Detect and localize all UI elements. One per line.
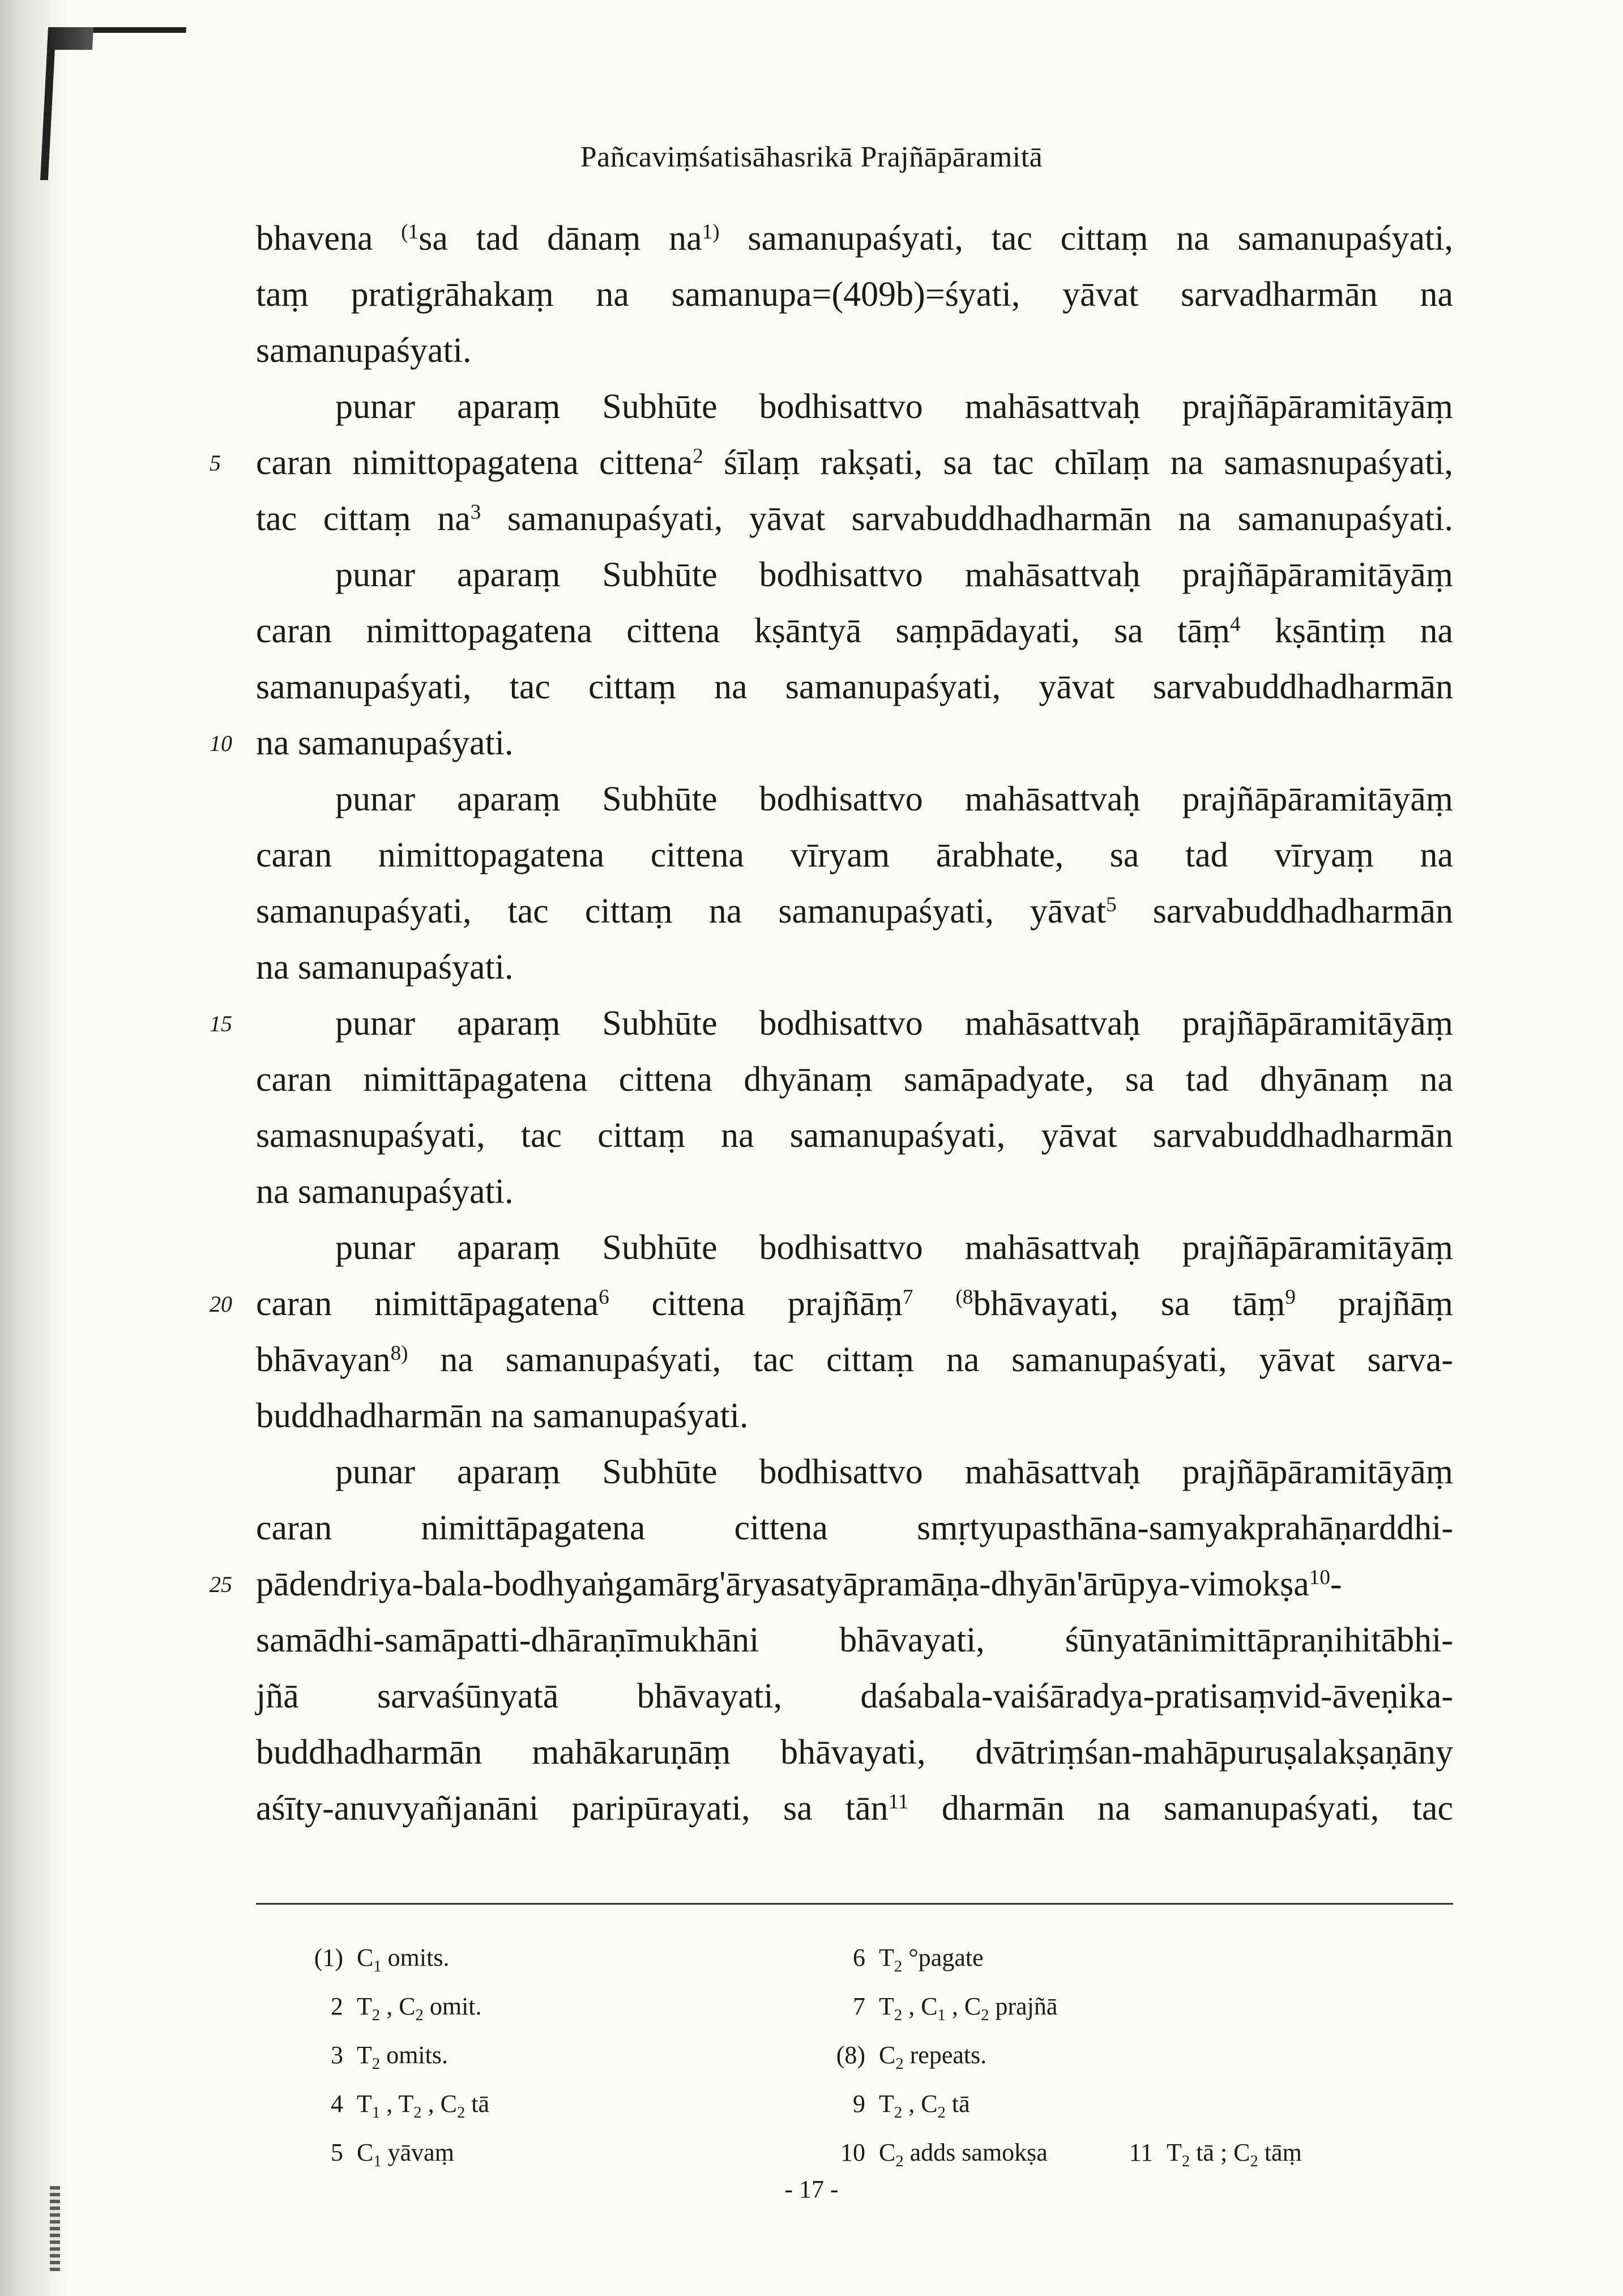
- line-content: na samanupaśyati.: [256, 1172, 514, 1211]
- footnote: [294, 2041, 448, 2073]
- line-content: punar aparaṃ Subhūte bodhisattvo mahāsattvaḥ prajñāpāramitāyāṃ: [335, 1453, 1453, 1491]
- footnote: [817, 2139, 1048, 2170]
- line-number: 5: [210, 450, 221, 476]
- text-line: [256, 1388, 1453, 1444]
- line-content: samanupaśyati.: [256, 331, 472, 370]
- footnote-number: 9: [853, 2090, 865, 2118]
- text-line: [256, 1108, 1453, 1164]
- line-content: caran nimittopagatena cittena vīryam ārabhate, sa tad vīryaṃ na: [256, 836, 1453, 874]
- page-number: - 17 -: [784, 2175, 839, 2203]
- text-line: [256, 491, 1453, 547]
- text-line: [256, 1781, 1453, 1837]
- footnote-number: 3: [331, 2041, 343, 2069]
- line-content: buddhadharmān na samanupaśyati.: [256, 1397, 749, 1435]
- text-line: [256, 1220, 1453, 1276]
- text-line: [256, 1612, 1453, 1668]
- footnote-text: $T_2$ tā ; $C_2$ tāṃ: [1167, 2139, 1302, 2170]
- line-content: aśīty-anuvyañjanāni paripūrayati, sa tān$^{11}$ dharmān na samanupaśyati, tac: [256, 1789, 1453, 1828]
- text-line: [256, 1500, 1453, 1556]
- line-number: 15: [210, 1011, 232, 1036]
- line-content: caran nimittopagatena cittena kṣāntyā saṃpādayati, sa tāṃ$^4$ kṣāntiṃ na: [256, 612, 1453, 650]
- line-content: punar aparaṃ Subhūte bodhisattvo mahāsattvaḥ prajñāpāramitāyāṃ: [335, 1228, 1453, 1267]
- text-line: [256, 211, 1453, 267]
- footnote: [817, 2041, 987, 2073]
- text-line: [256, 884, 1453, 940]
- text-line: [256, 1332, 1453, 1388]
- footnote-divider: [256, 1903, 1453, 1905]
- footnote-number: (8): [836, 2041, 865, 2069]
- footnote: [817, 2090, 970, 2122]
- line-content: caran nimittāpagatena cittena dhyānaṃ samāpadyate, sa tad dhyānaṃ na: [256, 1060, 1453, 1099]
- text-line: [210, 715, 1453, 771]
- footnote-text: $T_1$ , $T_2$ , $C_2$ tā: [357, 2090, 489, 2122]
- line-content: jñā sarvaśūnyatā bhāvayati, daśabala-vaiśāradya-pratisaṃvid-āveṇika-: [256, 1677, 1453, 1715]
- text-line: [256, 659, 1453, 715]
- footnote-text: $T_2$ omits.: [357, 2041, 448, 2073]
- line-number: 20: [210, 1291, 232, 1317]
- footnote-number: 10: [840, 2139, 865, 2166]
- text-line: [256, 940, 1453, 996]
- footnote-text: $T_2$ , $C_2$ omit.: [357, 1992, 482, 2024]
- footnote: [294, 2090, 489, 2122]
- line-number: 25: [210, 1572, 232, 1597]
- footnote-text: $T_2$ , $C_2$ tā: [879, 2090, 970, 2122]
- text-line: [256, 323, 1453, 379]
- line-content: punar aparaṃ Subhūte bodhisattvo mahāsattvaḥ prajñāpāramitāyāṃ: [335, 780, 1453, 818]
- line-content: samanupaśyati, tac cittaṃ na samanupaśyati, yāvat$^5$ sarvabuddhadharmān: [256, 892, 1453, 931]
- line-content: samādhi-samāpatti-dhāraṇīmukhāni bhāvayati, śūnyatānimittāpraṇihitābhi-: [256, 1621, 1453, 1659]
- text-line: [256, 547, 1453, 603]
- text-line: [256, 827, 1453, 884]
- running-title: Pañcaviṃśatisāhasrikā Prajñāpāramitā: [580, 141, 1043, 173]
- line-content: taṃ pratigrāhakaṃ na samanupa=(409b)=śyati, yāvat sarvadharmān na: [256, 275, 1453, 314]
- text-line: [210, 1276, 1454, 1332]
- line-content: caran nimittopagatena cittena$^2$ śīlaṃ rakṣati, sa tac chīlaṃ na samasnupaśyati,: [256, 443, 1453, 482]
- footnote-number: 4: [331, 2090, 343, 2118]
- text-line: [256, 1444, 1453, 1500]
- footnote-text: $C_2$ adds samokṣa: [879, 2139, 1048, 2170]
- text-line: [256, 379, 1453, 435]
- footnote-number: 5: [331, 2139, 343, 2166]
- line-content: tac cittaṃ $na^3$ samanupaśyati, yāvat sarvabuddhadharmān na samanupaśyati.: [256, 500, 1453, 538]
- scan-edge-shadow: [0, 0, 68, 2296]
- text-line: [256, 1052, 1453, 1108]
- line-content: na samanupaśyati.: [256, 724, 514, 762]
- line-content: buddhadharmān mahākaruṇāṃ bhāvayati, dvātriṃśan-mahāpuruṣalakṣaṇāny: [256, 1733, 1453, 1772]
- footnote-text: $C_1$ omits.: [357, 1944, 450, 1975]
- line-content: punar aparaṃ Subhūte bodhisattvo mahāsattvaḥ prajñāpāramitāyāṃ: [335, 556, 1453, 594]
- text-line: [256, 1668, 1453, 1725]
- footnote: [294, 1944, 450, 1975]
- text-line: [210, 996, 1453, 1052]
- footnote-text: $T_2$ , $C_1$ , $C_2$ prajñā: [879, 1992, 1058, 2024]
- line-content: na samanupaśyati.: [256, 948, 514, 987]
- line-content: caran nimittāpagatena cittena smṛtyupasthāna-samyakprahāṇarddhi-: [256, 1509, 1453, 1547]
- footnote-number: 2: [331, 1992, 343, 2020]
- text-line: [210, 1556, 1453, 1612]
- line-content: samanupaśyati, tac cittaṃ na samanupaśyati, yāvat sarvabuddhadharmān: [256, 668, 1453, 706]
- footnote: [817, 1992, 1058, 2024]
- main-text: [210, 211, 1454, 1837]
- line-content: bhāvayan$^{8)}$ na samanupaśyati, tac cittaṃ na samanupaśyati, yāvat sarva-: [256, 1341, 1453, 1379]
- footnote-number: (1): [314, 1944, 343, 1971]
- text-line: [256, 267, 1453, 323]
- line-content: pādendriya-bala-bodhyaṅgamārg'āryasatyāpramāṇa-dhyān'ārūpya-vimokṣa$^{10}$-: [256, 1565, 1342, 1603]
- text-line: [256, 1725, 1453, 1781]
- footnote-text: $C_1$ yāvaṃ: [357, 2139, 454, 2170]
- text-line: [256, 603, 1453, 659]
- line-content: punar aparaṃ Subhūte bodhisattvo mahāsattvaḥ prajñāpāramitāyāṃ: [335, 1004, 1453, 1043]
- footnote-number: 6: [853, 1944, 865, 1971]
- line-content: punar aparaṃ Subhūte bodhisattvo mahāsattvaḥ prajñāpāramitāyāṃ: [335, 387, 1453, 426]
- footnote: [817, 1944, 984, 1975]
- footnote: [294, 2139, 454, 2170]
- footnote-text: $T_2$ °pagate: [879, 1944, 984, 1975]
- footnote-number: 7: [853, 1992, 865, 2020]
- line-number: 10: [210, 731, 232, 756]
- text-line: [256, 771, 1453, 827]
- line-content: bhavena $^{(1}$sa tad dānaṃ $na^{1)}$ samanupaśyati, tac cittaṃ na samanupaśyati,: [256, 219, 1454, 258]
- footnote-number: 11: [1129, 2139, 1153, 2166]
- line-content: caran nimittāpagatena$^6$ cittena prajñāṃ$^7$ $^{(8}$bhāvayati, sa tāṃ$^9$ prajñāṃ: [256, 1284, 1454, 1323]
- text-line: [256, 1164, 1453, 1220]
- text-line: [210, 435, 1453, 491]
- line-content: samasnupaśyati, tac cittaṃ na samanupaśyati, yāvat sarvabuddhadharmān: [256, 1116, 1453, 1155]
- footnote-text: $C_2$ repeats.: [879, 2041, 987, 2073]
- footnote: [294, 1992, 482, 2024]
- footnote: [1104, 2139, 1302, 2170]
